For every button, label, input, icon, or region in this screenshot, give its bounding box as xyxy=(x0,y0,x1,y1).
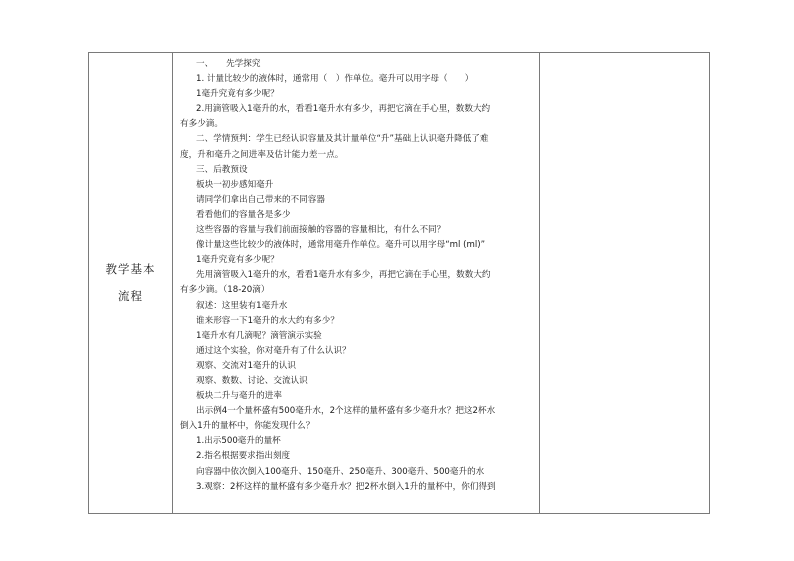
text-line: 板块一初步感知毫升 xyxy=(196,179,274,190)
row-label-line1: 教学基本 xyxy=(105,262,156,276)
text-line: 有多少滴。 xyxy=(180,119,223,130)
text-line: 这些容器的容量与我们前面接触的容器的容量相比，有什么不同？ xyxy=(196,225,446,236)
row-label-line2: 流程 xyxy=(118,289,143,303)
text-line: 3.观察：2杯这样的量杯盛有多少毫升水？把2杯水倒入1升的量杯中，你们得到 xyxy=(196,481,496,492)
text-line: 1. 计量比较少的液体时，通常用（ ）作单位。毫升可以用字母（ ） xyxy=(196,74,474,85)
notes-cell xyxy=(540,53,710,514)
text-line: 板块二升与毫升的进率 xyxy=(196,391,282,402)
text-line: 1毫升究竟有多少呢？ xyxy=(196,255,279,266)
text-line: 向容器中依次倒入100毫升、150毫升、250毫升、300毫升、500毫升的水 xyxy=(196,466,485,477)
text-line: 出示例4一个量杯盛有500毫升水，2个这样的量杯盛有多少毫升水？把这2杯水 xyxy=(196,406,496,417)
text-line: 度，升和毫升之间进率及估计能力差一点。 xyxy=(180,149,344,160)
text-line: 1毫升究竟有多少呢？ xyxy=(196,89,279,100)
text-line: 三、后教预设 xyxy=(196,164,248,175)
text-line: 看看他们的容量各是多少 xyxy=(196,209,291,220)
text-line: 一、 先学探究 xyxy=(196,59,261,69)
text-line: 有多少滴。（18-20滴） xyxy=(180,285,270,296)
text-line: 像计量这些比较少的液体时，通常用毫升作单位。毫升可以用字母“ml (ml)” xyxy=(196,240,486,251)
content-cell xyxy=(173,53,540,514)
row-label-cell xyxy=(89,53,173,514)
text-line: 2.用滴管吸入1毫升的水，看看1毫升水有多少，再把它滴在手心里，数数大约 xyxy=(196,104,491,115)
text-line: 倒入1升的量杯中，你能发现什么？ xyxy=(180,421,315,432)
text-line: 通过这个实验，你对毫升有了什么认识？ xyxy=(196,345,351,356)
text-line: 先用滴管吸入1毫升的水，看看1毫升水有多少，再把它滴在手心里，数数大约 xyxy=(196,270,491,281)
text-line: 观察、数数、讨论、交流认识 xyxy=(196,375,308,386)
content-text xyxy=(173,53,539,513)
text-line: 谁来形容一下1毫升的水大约有多少？ xyxy=(196,315,339,326)
text-line: 观察、交流对1毫升的认识 xyxy=(196,360,296,371)
text-line: 请同学们拿出自己带来的不同容器 xyxy=(196,194,325,205)
text-line: 1毫升水有几滴呢？滴管演示实验 xyxy=(196,330,322,341)
text-line: 二、学情预判：学生已经认识容量及其计量单位“升”基础上认识毫升降低了难 xyxy=(196,134,489,145)
text-line: 1.出示500毫升的量杯 xyxy=(196,436,281,447)
lesson-plan-table xyxy=(88,52,710,514)
text-line: 叙述：这里装有1毫升水 xyxy=(196,300,288,311)
text-line: 2.指名根据要求指出刻度 xyxy=(196,451,291,462)
table-row xyxy=(89,53,710,514)
